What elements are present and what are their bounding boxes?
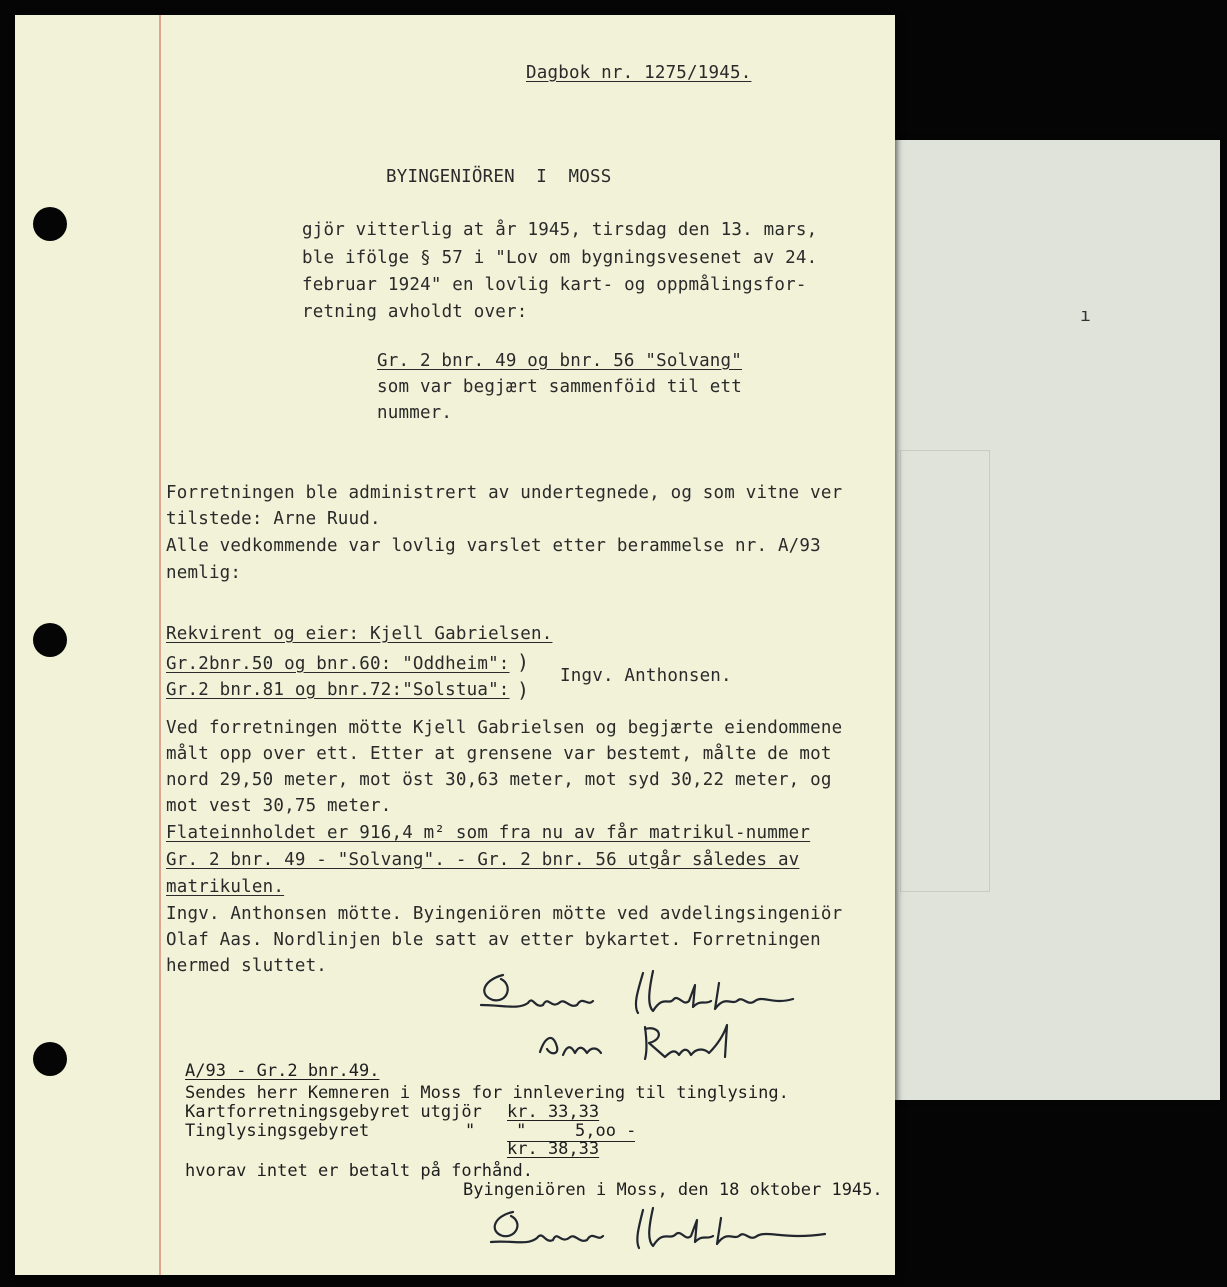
fee-total: kr. 38,33 (507, 1139, 600, 1159)
signature-arne-ruud (535, 1017, 765, 1062)
property-line: nummer. (377, 403, 453, 423)
measurement-line: mot vest 30,75 meter. (166, 796, 392, 816)
fee-value: 5,oo - (575, 1121, 637, 1141)
closing-line: Olaf Aas. Nordlinjen ble satt av etter bykartet. Forretningen (166, 930, 821, 950)
intro-line: gjör vitterlig at år 1945, tirsdag den 13. mars, (302, 220, 818, 240)
area-line: Gr. 2 bnr. 49 - "Solvang". - Gr. 2 bnr. 56 utgår således av (166, 850, 800, 870)
closing-line: Ingv. Anthonsen mötte. Byingeniören mötte ved avdelingsingeniör (166, 904, 843, 924)
endorsement-line: hvorav intet er betalt på forhånd. (185, 1161, 533, 1181)
signature-einar-mathisen (473, 965, 853, 1025)
endorsement-line: Sendes herr Kemneren i Moss for innlevering til tinglysing. (185, 1083, 789, 1103)
fee-ditto: " " (465, 1121, 527, 1141)
neighbour-owner: Ingv. Anthonsen. (560, 666, 732, 686)
signature-einar-mathisen-2 (485, 1200, 845, 1260)
punch-hole-bottom (33, 1042, 67, 1076)
document-page (15, 15, 895, 1275)
area-line: Flateinnholdet er 916,4 m² som fra nu av får matrikul-nummer (166, 823, 811, 843)
measurement-line: målt opp over ett. Etter at grensene var bestemt, målte de mot (166, 744, 832, 764)
document-title: BYINGENIÖREN I MOSS (386, 167, 612, 187)
punch-hole-top (33, 207, 67, 241)
area-line: matrikulen. (166, 877, 285, 897)
fee-label: Kartforretningsgebyret utgjör (185, 1102, 482, 1122)
property-line: Gr. 2 bnr. 49 og bnr. 56 "Solvang" (377, 351, 743, 371)
intro-line: retning avholdt over: (302, 302, 528, 322)
faded-vertical-stamp (930, 560, 1060, 840)
fee-value: kr. 33,33 (507, 1102, 600, 1122)
rekvirent-line: Rekvirent og eier: Kjell Gabrielsen. (166, 624, 553, 644)
neighbour-line: Gr.2 bnr.81 og bnr.72:"Solstua": (166, 680, 510, 700)
dagbok-number: Dagbok nr. 1275/1945. (526, 63, 752, 83)
property-line: som var begjært sammenföid til ett (377, 377, 743, 397)
admin-line: tilstede: Arne Ruud. (166, 509, 381, 529)
pencil-mark: ı (1080, 305, 1091, 326)
fee-label: Tinglysingsgebyret (185, 1121, 370, 1141)
paren: ) (517, 678, 530, 702)
margin-line (159, 15, 161, 1275)
measurement-line: nord 29,50 meter, mot öst 30,63 meter, mot syd 30,22 meter, og (166, 770, 832, 790)
intro-line: februar 1924" en lovlig kart- og oppmålingsfor- (302, 275, 807, 295)
admin-line: Alle vedkommende var lovlig varslet etter berammelse nr. A/93 (166, 536, 821, 556)
closing-line: hermed sluttet. (166, 956, 328, 976)
punch-hole-middle (33, 623, 67, 657)
measurement-line: Ved forretningen mötte Kjell Gabrielsen og begjærte eiendommene (166, 718, 843, 738)
intro-line: ble ifölge § 57 i "Lov om bygningsvesenet av 24. (302, 248, 818, 268)
admin-line: Forretningen ble administrert av undertegnede, og som vitne ver (166, 483, 843, 503)
paren: ) (517, 650, 530, 674)
place-date: Byingeniören i Moss, den 18 oktober 1945. (463, 1180, 883, 1200)
endorsement-ref: A/93 - Gr.2 bnr.49. (185, 1061, 380, 1081)
admin-line: nemlig: (166, 563, 242, 583)
neighbour-line: Gr.2bnr.50 og bnr.60: "Oddheim": (166, 654, 510, 674)
